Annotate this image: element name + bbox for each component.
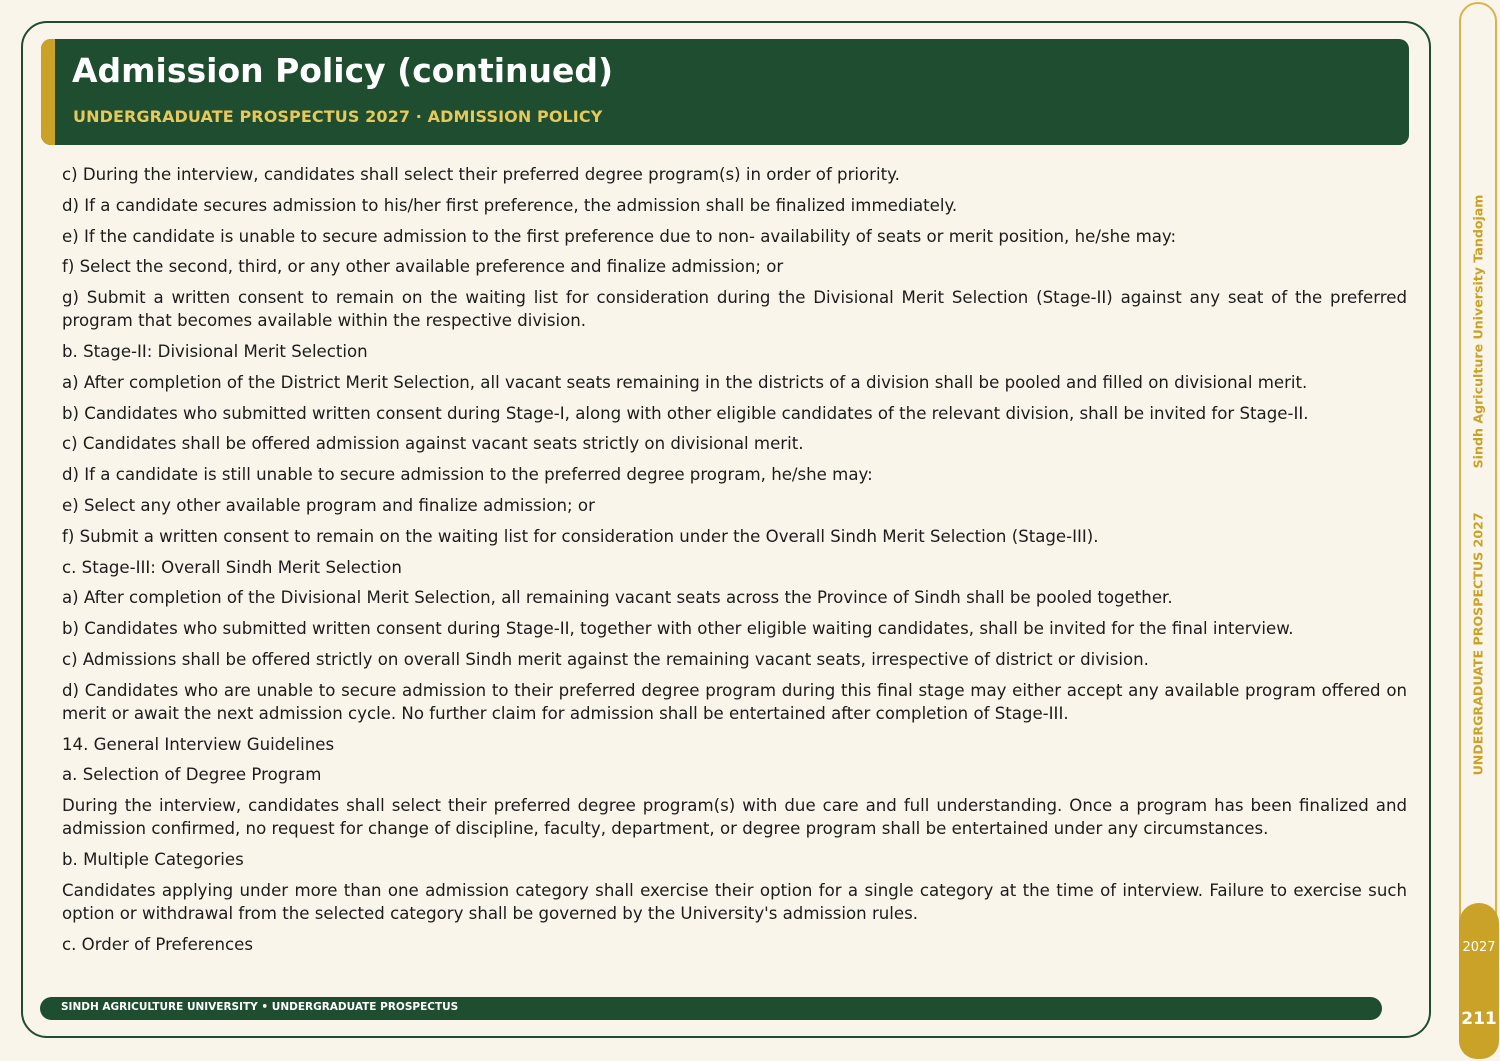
paragraph: c) Candidates shall be offered admission against vacant seats strictly on divisional merit. (62, 434, 804, 454)
page-subtitle: UNDERGRADUATE PROSPECTUS 2027 · ADMISSION POLICY (73, 107, 603, 126)
paragraph: c) Admissions shall be offered strictly on overall Sindh merit against the remaining vacant seats, irrespective of district or division. (62, 649, 1149, 669)
paragraph: d) If a candidate is still unable to secure admission to the preferred degree program, he/she may: (62, 465, 873, 485)
page-title: Admission Policy (continued) (72, 51, 614, 90)
header-accent-bar (41, 39, 55, 145)
paragraph: a) After completion of the Divisional Merit Selection, all remaining vacant seats across the Province of Sindh shall be pooled together. (62, 588, 1173, 608)
paragraph: d) Candidates who are unable to secure admission to their preferred degree program during this final stage may either accept any available program offered on merit or await the next admission cycle. No further claim for admission shall be entertained after completion of Stage-III. (62, 680, 1407, 723)
paragraph: Candidates applying under more than one admission category shall exercise their option for a single category at the time of interview. Failure to exercise such option or withdrawal from the selected category shall be governed by the University's admission rules. (62, 880, 1407, 923)
page-header (41, 39, 1409, 145)
body-content (62, 163, 1407, 963)
section-heading: b. Stage-II: Divisional Merit Selection (62, 341, 368, 361)
page-number-badge (1459, 903, 1499, 1059)
badge-year: 2027 (1462, 940, 1496, 955)
paragraph: f) Submit a written consent to remain on the waiting list for consideration under the Overall Sindh Merit Selection (Stage-III). (62, 526, 1099, 546)
paragraph: d) If a candidate secures admission to his/her first preference, the admission shall be finalized immediately. (62, 195, 958, 215)
paragraph: During the interview, candidates shall select their preferred degree program(s) with due care and full understanding. Once a program has been finalized and admission confirmed, no request for change of discipline, faculty, department, or degree program shall be entertained under any circumstances. (62, 796, 1407, 839)
paragraph: c) During the interview, candidates shall select their preferred degree program(s) in order of priority. (62, 165, 900, 184)
side-tab-label (1471, 195, 1486, 776)
paragraph: e) If the candidate is unable to secure admission to the first preference due to non- availability of seats or merit position, he/she may: (62, 226, 1177, 246)
section-heading: c. Stage-III: Overall Sindh Merit Selection (62, 557, 402, 577)
section-heading: a. Selection of Degree Program (62, 765, 322, 785)
paragraph: f) Select the second, third, or any other available preference and finalize admission; or (62, 257, 784, 277)
paragraph: e) Select any other available program and finalize admission; or (62, 495, 595, 515)
side-tab-university: Sindh Agriculture University Tandojam (1470, 194, 1486, 469)
section-heading: c. Order of Preferences (62, 934, 253, 954)
section-heading: b. Multiple Categories (62, 849, 244, 869)
footer-bar (40, 997, 1382, 1020)
paragraph: g) Submit a written consent to remain on the waiting list for consideration during the Divisional Merit Selection (Stage-II) against any seat of the preferred program that becomes available within the respective division. (62, 288, 1407, 331)
footer-text: SINDH AGRICULTURE UNIVERSITY • UNDERGRADUATE PROSPECTUS (61, 1001, 459, 1013)
paragraph: b) Candidates who submitted written consent during Stage-I, along with other eligible candidates of the relevant division, shall be invited for Stage-II. (62, 403, 1309, 423)
paragraph: b) Candidates who submitted written consent during Stage-II, together with other eligible waiting candidates, shall be invited for the final interview. (62, 619, 1294, 639)
paragraph: a) After completion of the District Merit Selection, all vacant seats remaining in the districts of a division shall be pooled and filled on divisional merit. (62, 372, 1308, 392)
side-tab-prospectus: UNDERGRADUATE PROSPECTUS 2027 (1470, 512, 1486, 776)
section-heading: 14. General Interview Guidelines (62, 734, 335, 754)
page-number: 211 (1461, 1009, 1497, 1029)
